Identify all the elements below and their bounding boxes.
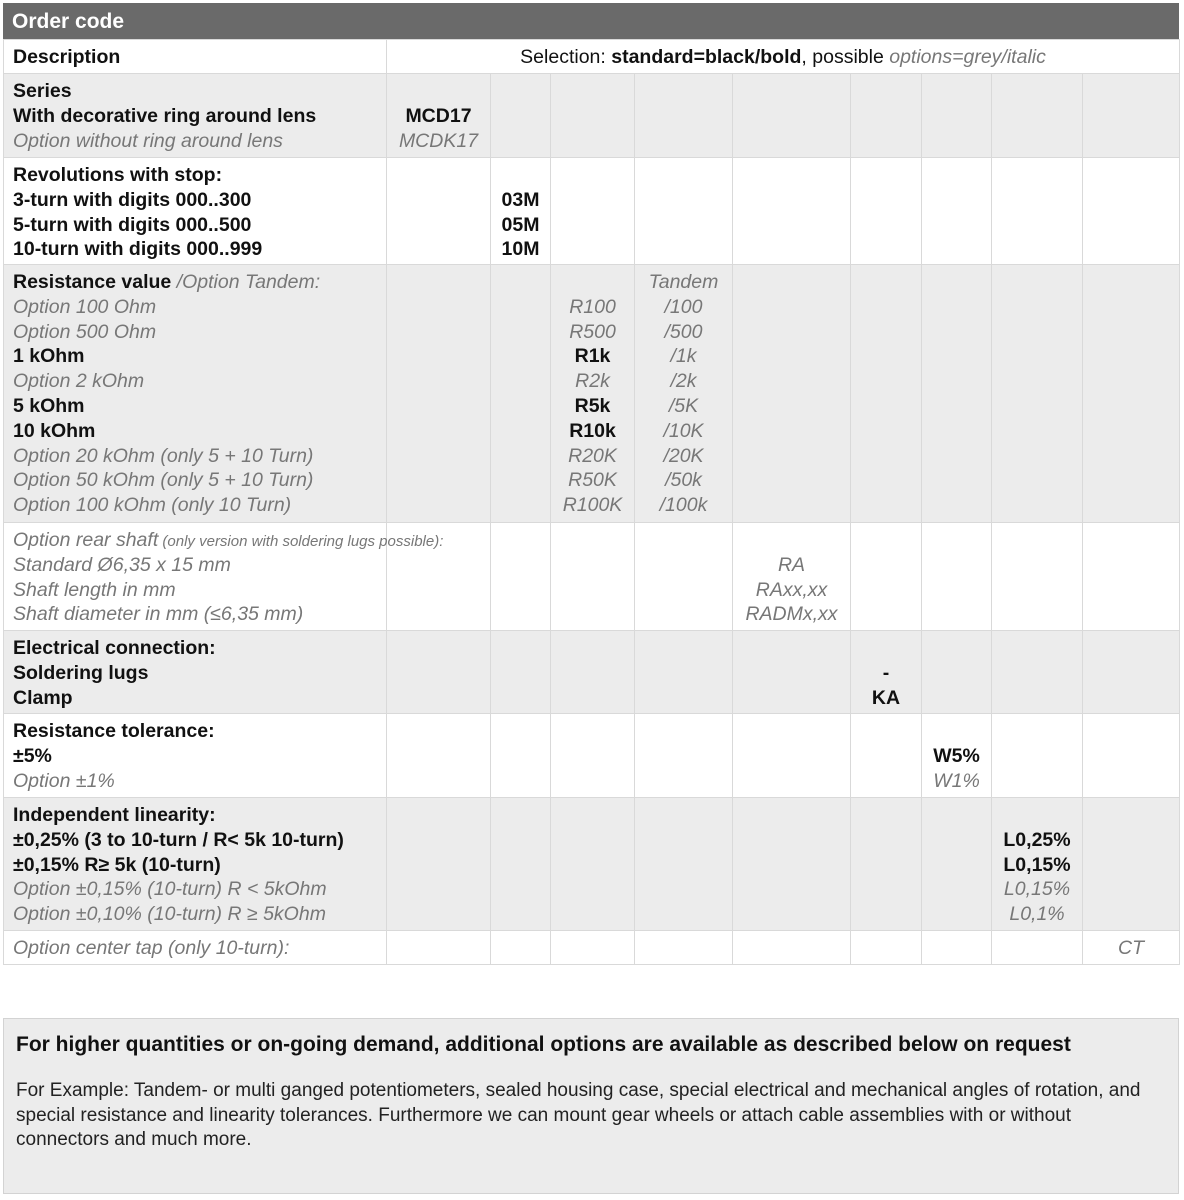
resistance-line: Option 100 Ohm bbox=[13, 295, 157, 318]
resistance-line: Option 20 kOhm (only 5 + 10 Turn) bbox=[13, 444, 314, 467]
selection-middle: , possible bbox=[801, 46, 890, 68]
resistance-code: R500 bbox=[569, 320, 616, 343]
center-tap-code: CT bbox=[1083, 931, 1180, 965]
section-title: Order code bbox=[3, 3, 1179, 39]
revolutions-line: 5-turn with digits 000..500 bbox=[13, 213, 252, 236]
series-heading: Series bbox=[13, 80, 72, 102]
revolutions-code: 03M bbox=[501, 188, 540, 211]
connection-heading: Electrical connection: bbox=[13, 637, 216, 659]
selection-prefix: Selection: bbox=[520, 46, 612, 68]
rear-shaft-line: Shaft diameter in mm (≤6,35 mm) bbox=[13, 603, 304, 626]
resistance-code: R2k bbox=[575, 370, 610, 393]
resistance-code: R20K bbox=[568, 444, 617, 467]
tandem-code: /100k bbox=[659, 494, 708, 517]
connection-code: KA bbox=[871, 686, 901, 709]
order-code-section bbox=[3, 3, 1179, 965]
linearity-line: ±0,15% R≥ 5k (10-turn) bbox=[13, 853, 221, 876]
tandem-code: /100 bbox=[664, 295, 703, 318]
rear-shaft-heading: Option rear shaft bbox=[13, 529, 159, 551]
tandem-code: /5K bbox=[668, 394, 699, 417]
linearity-line: ±0,25% (3 to 10-turn / R< 5k 10-turn) bbox=[13, 828, 344, 851]
additional-options-heading: For higher quantities or on-going demand, additional options are available as described below on request bbox=[16, 1033, 1071, 1056]
selection-standard: standard=black/bold bbox=[611, 46, 802, 68]
resistance-line: Option 2 kOhm bbox=[13, 370, 145, 393]
series-line-1: With decorative ring around lens bbox=[13, 104, 317, 127]
order-code-table bbox=[3, 39, 1180, 965]
tandem-code: /10K bbox=[663, 419, 704, 442]
revolutions-line: 10-turn with digits 000..999 bbox=[13, 238, 263, 261]
tandem-code: /20K bbox=[663, 444, 704, 467]
connection-line: Clamp bbox=[13, 686, 73, 709]
center-tap-row bbox=[4, 931, 1180, 965]
resistance-code: R50K bbox=[568, 469, 617, 492]
rear-shaft-code: RAxx,xx bbox=[755, 578, 828, 601]
rear-shaft-line: Standard Ø6,35 x 15 mm bbox=[13, 553, 231, 576]
series-line-2: Option without ring around lens bbox=[13, 129, 283, 152]
tolerance-row bbox=[4, 714, 1180, 798]
linearity-heading: Independent linearity: bbox=[13, 804, 216, 826]
rear-shaft-note: (only version with soldering lugs possible): bbox=[158, 533, 444, 550]
tolerance-line: Option ±1% bbox=[13, 769, 115, 792]
rear-shaft-code: RA bbox=[777, 553, 806, 576]
series-code-1: MCD17 bbox=[405, 104, 472, 127]
additional-options-body: For Example: Tandem- or multi ganged potentiometers, sealed housing case, special electrical and mechanical angles of rotation, and special resistance and linearity tolerances. Furthermore we can mount gear wheels or attach cable assemblies with or without connectors and much more. bbox=[16, 1080, 1141, 1150]
linearity-line: Option ±0,15% (10-turn) R < 5kOhm bbox=[13, 878, 327, 901]
revolutions-code: 10M bbox=[501, 238, 540, 261]
resistance-code: R100 bbox=[569, 295, 616, 318]
resistance-code: R5k bbox=[574, 394, 611, 417]
resistance-line: Option 100 kOhm (only 10 Turn) bbox=[13, 494, 292, 517]
resistance-line: 5 kOhm bbox=[13, 394, 85, 417]
description-label: Description bbox=[4, 40, 387, 74]
resistance-line: Option 50 kOhm (only 5 + 10 Turn) bbox=[13, 469, 314, 492]
revolutions-heading: Revolutions with stop: bbox=[13, 164, 223, 186]
linearity-code: L0,1% bbox=[1009, 903, 1065, 926]
series-code-2: MCDK17 bbox=[398, 129, 479, 152]
resistance-code: R1k bbox=[574, 345, 611, 368]
linearity-line: Option ±0,10% (10-turn) R ≥ 5kOhm bbox=[13, 903, 326, 926]
linearity-code: L0,15% bbox=[1003, 853, 1071, 876]
description-row bbox=[4, 40, 1180, 74]
selection-options: options=grey/italic bbox=[889, 46, 1046, 68]
rear-shaft-line: Shaft length in mm bbox=[13, 578, 176, 601]
connection-row bbox=[4, 631, 1180, 714]
linearity-row bbox=[4, 798, 1180, 931]
connection-line: Soldering lugs bbox=[13, 661, 149, 684]
resistance-code: R10k bbox=[569, 419, 616, 442]
revolutions-row bbox=[4, 158, 1180, 265]
resistance-heading-option: /Option Tandem: bbox=[171, 271, 321, 293]
tolerance-heading: Resistance tolerance: bbox=[13, 720, 215, 742]
connection-code: - bbox=[882, 661, 890, 684]
additional-options-box bbox=[3, 1018, 1179, 1194]
series-row bbox=[4, 74, 1180, 158]
resistance-line: 1 kOhm bbox=[13, 345, 85, 368]
resistance-code: R100K bbox=[562, 494, 623, 517]
center-tap-label: Option center tap (only 10-turn): bbox=[4, 931, 387, 965]
rear-shaft-row bbox=[4, 523, 1180, 631]
revolutions-code: 05M bbox=[501, 213, 540, 236]
revolutions-line: 3-turn with digits 000..300 bbox=[13, 188, 252, 211]
resistance-line: Option 500 Ohm bbox=[13, 320, 157, 343]
tandem-label: Tandem bbox=[648, 271, 719, 293]
tolerance-line: ±5% bbox=[13, 744, 52, 767]
resistance-line: 10 kOhm bbox=[13, 419, 96, 442]
tandem-code: /500 bbox=[664, 320, 703, 343]
tandem-code: /1k bbox=[670, 345, 697, 368]
rear-shaft-code: RADMx,xx bbox=[745, 603, 838, 626]
tandem-code: /2k bbox=[670, 370, 697, 393]
selection-legend bbox=[387, 40, 1180, 74]
resistance-heading: Resistance value bbox=[13, 271, 172, 293]
linearity-code: L0,25% bbox=[1003, 828, 1071, 851]
resistance-row bbox=[4, 265, 1180, 523]
tolerance-code: W1% bbox=[933, 769, 980, 792]
linearity-code: L0,15% bbox=[1003, 878, 1071, 901]
tolerance-code: W5% bbox=[933, 744, 980, 767]
tandem-code: /50k bbox=[665, 469, 702, 492]
